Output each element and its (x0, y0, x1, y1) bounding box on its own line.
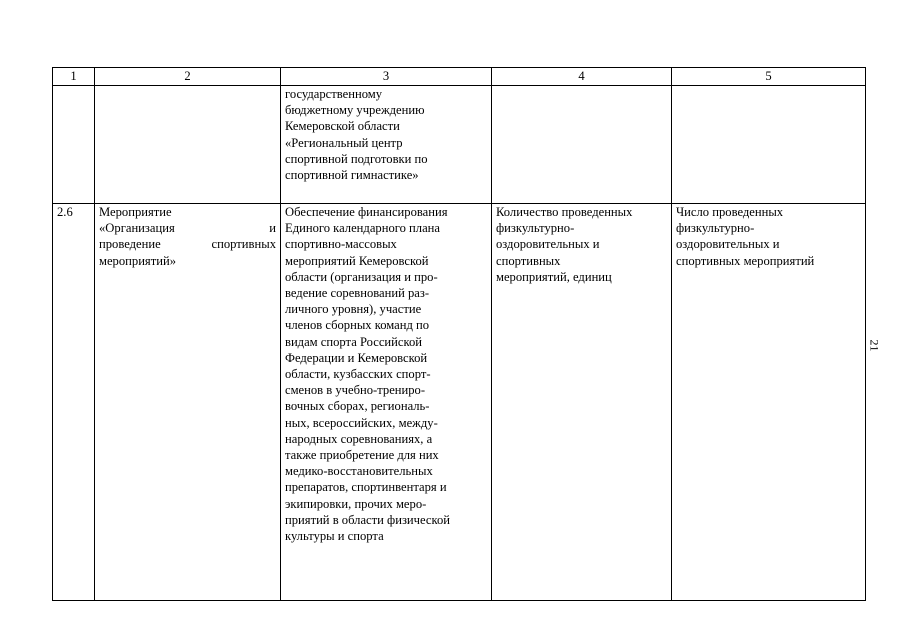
activity-line: Мероприятие (99, 205, 172, 219)
page-number: 21 (867, 339, 882, 352)
cell-method (672, 86, 866, 204)
activity-line: мероприятий» (99, 253, 177, 268)
cell-activity (95, 86, 281, 204)
cell-description: государственному бюджетному учреждению Кемеровской области «Региональный центр спортивной подготовки по спортивной гимнастике» (281, 86, 492, 204)
table-row (53, 86, 866, 204)
program-table (52, 67, 866, 601)
column-header-1: 1 (53, 68, 95, 86)
cell-activity (95, 204, 281, 601)
column-number-row (53, 68, 866, 86)
cell-indicator: Количество проведенных физкультурно- оздоровительных и спортивных мероприятий, единиц (492, 204, 672, 601)
column-header-2: 2 (95, 68, 281, 86)
cell-description: Обеспечение финансирования Единого календарного плана спортивно-массовых мероприятий Кемеровской области (организация и про- ведение соревнований раз- личного уровня), участие членов сборных команд по видам спорта Российской Федерации и Кемеровской области, кузбасских спорт- сменов в учебно-трениро- вочных сборах, региональ- ных, всероссийских, между- народных соревнованиях, а также приобретение для них медико-восстановительных препаратов, спортинвентаря и экипировки, прочих меро- приятий в области физической культуры и спорта (281, 204, 492, 601)
activity-line: проведение спортивных (99, 237, 276, 252)
cell-number (53, 86, 95, 204)
column-header-3: 3 (281, 68, 492, 86)
cell-number: 2.6 (53, 204, 95, 601)
activity-line: «Организация и (99, 221, 276, 236)
cell-method: Число проведенных физкультурно- оздоровительных и спортивных мероприятий (672, 204, 866, 601)
column-header-5: 5 (672, 68, 866, 86)
column-header-4: 4 (492, 68, 672, 86)
cell-indicator (492, 86, 672, 204)
table-row (53, 204, 866, 601)
